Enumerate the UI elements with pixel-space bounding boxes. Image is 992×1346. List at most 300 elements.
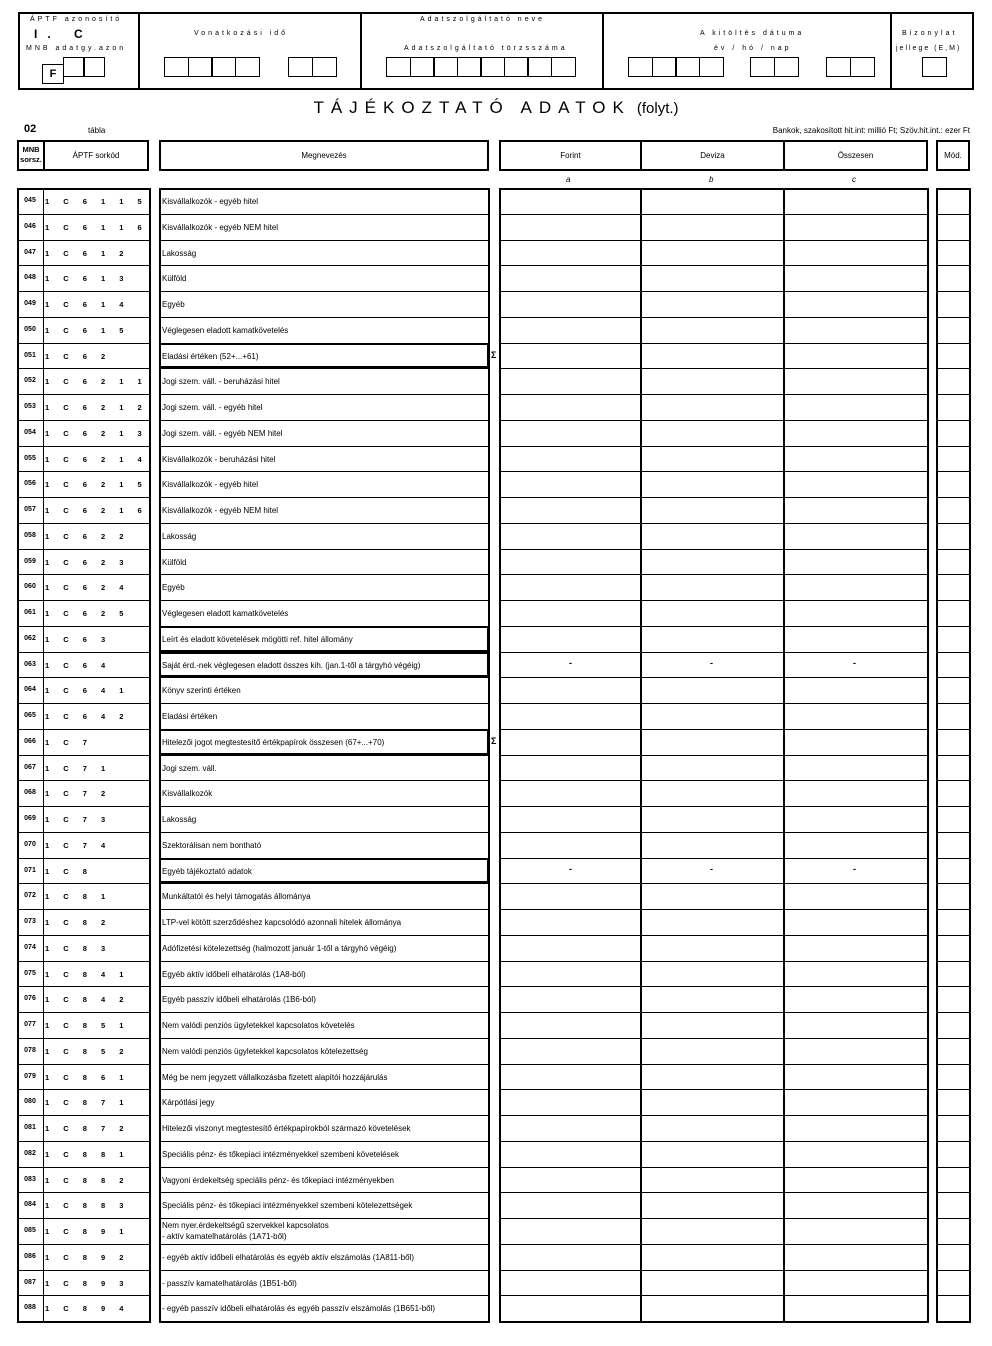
input-osszesen[interactable] xyxy=(784,678,923,702)
row-name: Külföld xyxy=(162,557,187,567)
row-name: Kisvállalkozók - egyéb NEM hitel xyxy=(162,222,279,232)
reg-cell[interactable] xyxy=(410,57,435,77)
row-number: 057 xyxy=(24,506,36,513)
input-mod[interactable] xyxy=(938,292,968,316)
date-cell[interactable] xyxy=(774,57,799,77)
input-osszesen[interactable] xyxy=(784,318,923,342)
dash-deviza: - xyxy=(710,863,713,874)
col-forint xyxy=(499,140,642,171)
input-deviza[interactable] xyxy=(641,884,780,908)
col-mod-label: Mód. xyxy=(944,151,962,160)
col-aptf-sorkod xyxy=(43,140,149,171)
row-code: 1 C 8 8 3 xyxy=(45,1201,130,1211)
row-highlight-box xyxy=(159,729,489,755)
input-mod[interactable] xyxy=(938,884,968,908)
provider-reg-label: Adatszolgáltató törzsszáma xyxy=(404,45,568,52)
reg-cell[interactable] xyxy=(433,57,458,77)
input-deviza[interactable] xyxy=(641,1245,780,1269)
row-number: 082 xyxy=(24,1149,36,1157)
input-osszesen[interactable] xyxy=(784,189,923,213)
input-forint[interactable] xyxy=(500,756,639,780)
row-name: Saját érd.-nek véglegesen eladott összes kih. (jan.1-től a tárgyhó végéig) xyxy=(162,660,421,670)
sigma-icon: Σ xyxy=(491,349,497,360)
table-row xyxy=(0,883,992,909)
input-mod[interactable] xyxy=(938,1090,968,1114)
row-code: 1 C 8 9 3 xyxy=(45,1278,130,1288)
input-deviza[interactable] xyxy=(641,730,780,754)
col-mnb-sorsz xyxy=(17,140,45,171)
row-code: 1 C 6 4 xyxy=(45,660,112,670)
ref-cell[interactable] xyxy=(164,57,189,77)
input-mod[interactable] xyxy=(938,704,968,728)
input-mod[interactable] xyxy=(938,189,968,213)
input-deviza[interactable] xyxy=(641,498,780,522)
input-forint[interactable] xyxy=(500,1039,639,1063)
input-deviza[interactable] xyxy=(641,833,780,857)
input-forint[interactable] xyxy=(500,730,639,754)
date-cell[interactable] xyxy=(652,57,677,77)
input-forint[interactable] xyxy=(500,318,639,342)
row-code: 1 C 8 2 xyxy=(45,918,112,927)
input-mod[interactable] xyxy=(938,730,968,754)
input-mod[interactable] xyxy=(938,781,968,805)
input-osszesen[interactable] xyxy=(784,987,923,1011)
table-row xyxy=(0,1089,992,1115)
row-code: 1 C 8 1 xyxy=(45,892,112,902)
input-mod[interactable] xyxy=(938,498,968,522)
input-mod[interactable] xyxy=(938,524,968,548)
row-code: 1 C 6 2 1 5 xyxy=(45,480,148,490)
date-cell[interactable] xyxy=(699,57,724,77)
input-forint[interactable] xyxy=(500,1168,639,1192)
input-mod[interactable] xyxy=(938,1296,968,1320)
input-deviza[interactable] xyxy=(641,678,780,702)
row-number: 059 xyxy=(24,557,36,565)
date-cell[interactable] xyxy=(850,57,875,77)
row-code: 1 C 7 3 xyxy=(45,815,112,824)
date-cell[interactable] xyxy=(628,57,653,77)
input-osszesen[interactable] xyxy=(784,1142,923,1166)
input-osszesen[interactable] xyxy=(784,524,923,548)
table-row xyxy=(0,343,992,369)
input-osszesen[interactable] xyxy=(784,781,923,805)
input-deviza[interactable] xyxy=(641,1065,780,1089)
row-name: Kárpótlási jegy xyxy=(162,1098,215,1108)
input-osszesen[interactable] xyxy=(784,369,923,393)
input-mod[interactable] xyxy=(938,601,968,625)
input-osszesen[interactable] xyxy=(784,472,923,496)
row-code: 1 C 8 9 1 xyxy=(45,1227,130,1236)
reg-cell[interactable] xyxy=(457,57,482,77)
row-code: 1 C 6 1 4 xyxy=(45,300,130,309)
input-forint[interactable] xyxy=(500,1065,639,1089)
unit-note: Bankok, szakosított hit.int: millió Ft; Szöv.hit.int.: ezer Ft xyxy=(772,126,970,135)
input-mod[interactable] xyxy=(938,575,968,599)
doc-type-label-2: jellege (E,M) xyxy=(896,45,962,52)
input-deviza[interactable] xyxy=(641,1219,780,1243)
row-name: Külföld xyxy=(162,274,187,284)
input-deviza[interactable] xyxy=(641,962,780,986)
input-osszesen[interactable] xyxy=(784,215,923,239)
row-number: 088 xyxy=(24,1304,36,1312)
input-osszesen[interactable] xyxy=(784,704,923,728)
input-osszesen[interactable] xyxy=(784,550,923,574)
table-row xyxy=(0,1295,992,1321)
row-number: 049 xyxy=(24,300,36,307)
input-deviza[interactable] xyxy=(641,1296,780,1320)
row-name: Könyv szerinti értéken xyxy=(162,686,241,696)
input-mod[interactable] xyxy=(938,627,968,651)
row-code: 1 C 6 1 2 xyxy=(45,248,130,258)
row-name: Jogi szem. váll. - egyéb NEM hitel xyxy=(162,428,283,438)
input-forint[interactable] xyxy=(500,1142,639,1166)
input-osszesen[interactable] xyxy=(784,1065,923,1089)
table-number: 02 xyxy=(24,123,37,135)
input-osszesen[interactable] xyxy=(784,627,923,651)
input-forint[interactable] xyxy=(500,550,639,574)
input-forint[interactable] xyxy=(500,884,639,908)
input-osszesen[interactable] xyxy=(784,1039,923,1063)
reg-cell[interactable] xyxy=(480,57,505,77)
input-mod[interactable] xyxy=(938,395,968,419)
input-osszesen[interactable] xyxy=(784,1013,923,1037)
input-mod[interactable] xyxy=(938,550,968,574)
input-osszesen[interactable] xyxy=(784,498,923,522)
provider-box xyxy=(360,12,604,90)
reg-cell[interactable] xyxy=(504,57,529,77)
input-mod[interactable] xyxy=(938,472,968,496)
input-mod[interactable] xyxy=(938,1219,968,1243)
row-code: 1 C 8 8 2 xyxy=(45,1175,130,1185)
date-cell[interactable] xyxy=(750,57,775,77)
input-deviza[interactable] xyxy=(641,369,780,393)
input-mod[interactable] xyxy=(938,807,968,831)
row-number: 086 xyxy=(24,1252,36,1260)
input-osszesen[interactable] xyxy=(784,884,923,908)
input-mod[interactable] xyxy=(938,1116,968,1140)
input-forint[interactable] xyxy=(500,395,639,419)
table-row xyxy=(0,832,992,858)
date-cell[interactable] xyxy=(675,57,700,77)
row-code: 1 C 6 2 2 xyxy=(45,531,130,541)
input-forint[interactable] xyxy=(500,987,639,1011)
input-forint[interactable] xyxy=(500,498,639,522)
input-deviza[interactable] xyxy=(641,266,780,290)
input-deviza[interactable] xyxy=(641,1142,780,1166)
row-code: 1 C 6 1 3 xyxy=(45,274,130,284)
row-number: 085 xyxy=(24,1227,36,1234)
input-osszesen[interactable] xyxy=(784,1271,923,1295)
input-forint[interactable] xyxy=(500,1013,639,1037)
row-number: 053 xyxy=(24,403,36,410)
input-osszesen[interactable] xyxy=(784,833,923,857)
row-number: 061 xyxy=(24,609,36,616)
row-highlight-box xyxy=(159,626,489,652)
input-deviza[interactable] xyxy=(641,318,780,342)
input-osszesen[interactable] xyxy=(784,1296,923,1320)
row-number: 075 xyxy=(24,969,36,977)
input-osszesen[interactable] xyxy=(784,447,923,471)
input-deviza[interactable] xyxy=(641,936,780,960)
input-forint[interactable] xyxy=(500,1219,639,1243)
input-osszesen[interactable] xyxy=(784,962,923,986)
input-mod[interactable] xyxy=(938,266,968,290)
table-row xyxy=(0,1141,992,1167)
title-main: TÁJÉKOZTATÓ ADATOK xyxy=(313,98,631,117)
input-osszesen[interactable] xyxy=(784,1090,923,1114)
input-forint[interactable] xyxy=(500,704,639,728)
fill-date-label: A kitöltés dátuma xyxy=(700,30,805,37)
input-deviza[interactable] xyxy=(641,344,780,368)
input-forint[interactable] xyxy=(500,575,639,599)
row-name: Hitelezői viszonyt megtestesítő értékpapírokból származó követelések xyxy=(162,1124,411,1133)
ref-cell[interactable] xyxy=(312,57,337,77)
input-mod[interactable] xyxy=(938,318,968,342)
input-osszesen[interactable] xyxy=(784,936,923,960)
input-mod[interactable] xyxy=(938,1271,968,1295)
row-number: 079 xyxy=(24,1072,36,1080)
input-deviza[interactable] xyxy=(641,781,780,805)
input-deviza[interactable] xyxy=(641,1013,780,1037)
doc-type-label-1: Bizonylat xyxy=(902,30,958,37)
row-code: 1 C 6 2 xyxy=(45,351,112,361)
input-forint[interactable] xyxy=(500,1193,639,1217)
input-mod[interactable] xyxy=(938,447,968,471)
input-osszesen[interactable] xyxy=(784,807,923,831)
row-name: Lakosság xyxy=(162,531,197,541)
input-deviza[interactable] xyxy=(641,472,780,496)
table-row xyxy=(0,780,992,806)
input-deviza[interactable] xyxy=(641,1039,780,1063)
input-forint[interactable] xyxy=(500,266,639,290)
input-osszesen[interactable] xyxy=(784,756,923,780)
mnb-cell-3[interactable] xyxy=(83,57,105,77)
input-forint[interactable] xyxy=(500,524,639,548)
row-number: 050 xyxy=(24,325,36,333)
row-name: Kisvállalkozók - egyéb hitel xyxy=(162,480,259,490)
input-forint[interactable] xyxy=(500,241,639,265)
input-deviza[interactable] xyxy=(641,524,780,548)
input-forint[interactable] xyxy=(500,678,639,702)
input-mod[interactable] xyxy=(938,936,968,960)
input-forint[interactable] xyxy=(500,627,639,651)
fill-date-format: év / hó / nap xyxy=(714,45,792,52)
input-deviza[interactable] xyxy=(641,627,780,651)
input-osszesen[interactable] xyxy=(784,1116,923,1140)
row-number: 081 xyxy=(24,1124,36,1131)
input-osszesen[interactable] xyxy=(784,575,923,599)
input-deviza[interactable] xyxy=(641,1090,780,1114)
row-number: 078 xyxy=(24,1046,36,1054)
input-forint[interactable] xyxy=(500,215,639,239)
col-aptf-sorkod-label: ÁPTF sorkód xyxy=(72,151,120,160)
aptf-value: I. C xyxy=(34,27,93,41)
row-name: Egyéb xyxy=(162,583,185,593)
input-forint[interactable] xyxy=(500,1245,639,1269)
row-highlight-box xyxy=(159,343,489,369)
input-osszesen[interactable] xyxy=(784,292,923,316)
row-number: 060 xyxy=(24,583,36,591)
row-code: 1 C 8 9 4 xyxy=(45,1304,130,1314)
input-mod[interactable] xyxy=(938,1245,968,1269)
input-deviza[interactable] xyxy=(641,215,780,239)
input-mod[interactable] xyxy=(938,1193,968,1217)
ref-cell[interactable] xyxy=(235,57,260,77)
input-mod[interactable] xyxy=(938,833,968,857)
ref-cell[interactable] xyxy=(188,57,213,77)
row-name: Munkáltatói és helyi támogatás állománya xyxy=(162,892,311,902)
input-deviza[interactable] xyxy=(641,1116,780,1140)
row-number: 070 xyxy=(24,840,36,848)
input-forint[interactable] xyxy=(500,807,639,831)
reg-cell[interactable] xyxy=(527,57,552,77)
input-forint[interactable] xyxy=(500,344,639,368)
input-mod[interactable] xyxy=(938,241,968,265)
row-code: 1 C 7 4 xyxy=(45,840,112,850)
row-name: Kisvállalkozók xyxy=(162,789,213,799)
row-name: Egyéb aktív időbeli elhatárolás (1A8-ból) xyxy=(162,969,306,979)
input-mod[interactable] xyxy=(938,910,968,934)
input-osszesen[interactable] xyxy=(784,421,923,445)
row-code: 1 C 8 3 xyxy=(45,943,112,953)
ref-cell[interactable] xyxy=(288,57,313,77)
row-number: 065 xyxy=(24,712,36,719)
input-mod[interactable] xyxy=(938,1065,968,1089)
input-deviza[interactable] xyxy=(641,756,780,780)
reg-cell[interactable] xyxy=(551,57,576,77)
row-name: Lakosság xyxy=(162,248,197,258)
input-forint[interactable] xyxy=(500,833,639,857)
row-code: 1 C 8 4 1 xyxy=(45,969,130,979)
row-number: 046 xyxy=(24,222,36,230)
ref-period-year-cells xyxy=(164,57,258,82)
input-deviza[interactable] xyxy=(641,241,780,265)
input-mod[interactable] xyxy=(938,344,968,368)
row-name: Kisvállalkozók - beruházási hitel xyxy=(162,454,276,464)
input-osszesen[interactable] xyxy=(784,266,923,290)
input-forint[interactable] xyxy=(500,962,639,986)
input-forint[interactable] xyxy=(500,1116,639,1140)
input-forint[interactable] xyxy=(500,421,639,445)
table-row xyxy=(0,1012,992,1038)
input-mod[interactable] xyxy=(938,215,968,239)
input-mod[interactable] xyxy=(938,678,968,702)
row-name: Jogi szem. váll. - beruházási hitel xyxy=(162,377,280,387)
input-forint[interactable] xyxy=(500,601,639,625)
input-forint[interactable] xyxy=(500,1296,639,1320)
input-mod[interactable] xyxy=(938,987,968,1011)
input-deviza[interactable] xyxy=(641,987,780,1011)
input-osszesen[interactable] xyxy=(784,910,923,934)
input-osszesen[interactable] xyxy=(784,241,923,265)
input-mod[interactable] xyxy=(938,1013,968,1037)
mnb-cell-1[interactable]: F xyxy=(42,64,64,84)
ref-period-box xyxy=(138,12,362,90)
col-mod xyxy=(936,140,970,171)
input-deviza[interactable] xyxy=(641,1193,780,1217)
table-row xyxy=(0,729,992,755)
table-row xyxy=(0,755,992,781)
mnb-cell-2[interactable] xyxy=(63,57,85,77)
input-deviza[interactable] xyxy=(641,447,780,471)
input-osszesen[interactable] xyxy=(784,1219,923,1243)
input-forint[interactable] xyxy=(500,447,639,471)
input-forint[interactable] xyxy=(500,472,639,496)
row-code: 1 C 6 2 1 1 xyxy=(45,377,148,387)
input-forint[interactable] xyxy=(500,369,639,393)
input-forint[interactable] xyxy=(500,781,639,805)
input-forint[interactable] xyxy=(500,1271,639,1295)
input-forint[interactable] xyxy=(500,936,639,960)
table-row xyxy=(0,935,992,961)
input-deviza[interactable] xyxy=(641,189,780,213)
row-name: - egyéb aktív időbeli elhatárolás és egyéb aktív elszámolás (1A811-ből) xyxy=(162,1252,414,1262)
row-name: Véglegesen eladott kamatkövetelés xyxy=(162,325,289,335)
input-osszesen[interactable] xyxy=(784,344,923,368)
input-deviza[interactable] xyxy=(641,1168,780,1192)
table-row xyxy=(0,497,992,523)
input-osszesen[interactable] xyxy=(784,1193,923,1217)
input-forint[interactable] xyxy=(500,910,639,934)
input-forint[interactable] xyxy=(500,1090,639,1114)
input-deviza[interactable] xyxy=(641,601,780,625)
grid-hline xyxy=(936,1321,971,1323)
row-number: 087 xyxy=(24,1278,36,1286)
input-osszesen[interactable] xyxy=(784,1245,923,1269)
input-mod[interactable] xyxy=(938,369,968,393)
row-code: 1 C 6 2 1 4 xyxy=(45,454,148,464)
input-mod[interactable] xyxy=(938,1142,968,1166)
input-deviza[interactable] xyxy=(641,575,780,599)
input-deviza[interactable] xyxy=(641,704,780,728)
ref-cell[interactable] xyxy=(211,57,236,77)
date-cell[interactable] xyxy=(826,57,851,77)
fill-date-box xyxy=(602,12,892,90)
row-name: Eladási értéken xyxy=(162,712,218,721)
input-deviza[interactable] xyxy=(641,292,780,316)
row-name: Kisvállalkozók - egyéb hitel xyxy=(162,197,259,206)
input-osszesen[interactable] xyxy=(784,730,923,754)
input-forint[interactable] xyxy=(500,189,639,213)
input-deviza[interactable] xyxy=(641,807,780,831)
col-megnevezes xyxy=(159,140,489,171)
input-osszesen[interactable] xyxy=(784,395,923,419)
input-deviza[interactable] xyxy=(641,910,780,934)
input-mod[interactable] xyxy=(938,962,968,986)
input-deviza[interactable] xyxy=(641,1271,780,1295)
input-forint[interactable] xyxy=(500,292,639,316)
table-word: tábla xyxy=(88,126,106,135)
fill-date-day-cells xyxy=(826,57,873,82)
col-deviza xyxy=(640,140,785,171)
input-mod[interactable] xyxy=(938,1168,968,1192)
input-mod[interactable] xyxy=(938,421,968,445)
provider-name-label: Adatszolgáltató neve xyxy=(420,16,545,23)
row-name: Még be nem jegyzett vállalkozásba fizetett alapítói hozzájárulás xyxy=(162,1072,388,1082)
reg-cell[interactable] xyxy=(386,57,411,77)
doc-type-cell[interactable] xyxy=(922,57,947,77)
input-deviza[interactable] xyxy=(641,550,780,574)
row-name: Nem nyer.érdekeltségű szervekkel kapcsolatos xyxy=(162,1221,329,1230)
input-osszesen[interactable] xyxy=(784,1168,923,1192)
input-mod[interactable] xyxy=(938,756,968,780)
input-deviza[interactable] xyxy=(641,421,780,445)
col-deviza-label: Deviza xyxy=(700,151,725,160)
input-osszesen[interactable] xyxy=(784,601,923,625)
input-mod[interactable] xyxy=(938,1039,968,1063)
aptf-label: ÁPTF azonosító xyxy=(30,16,123,23)
input-deviza[interactable] xyxy=(641,395,780,419)
